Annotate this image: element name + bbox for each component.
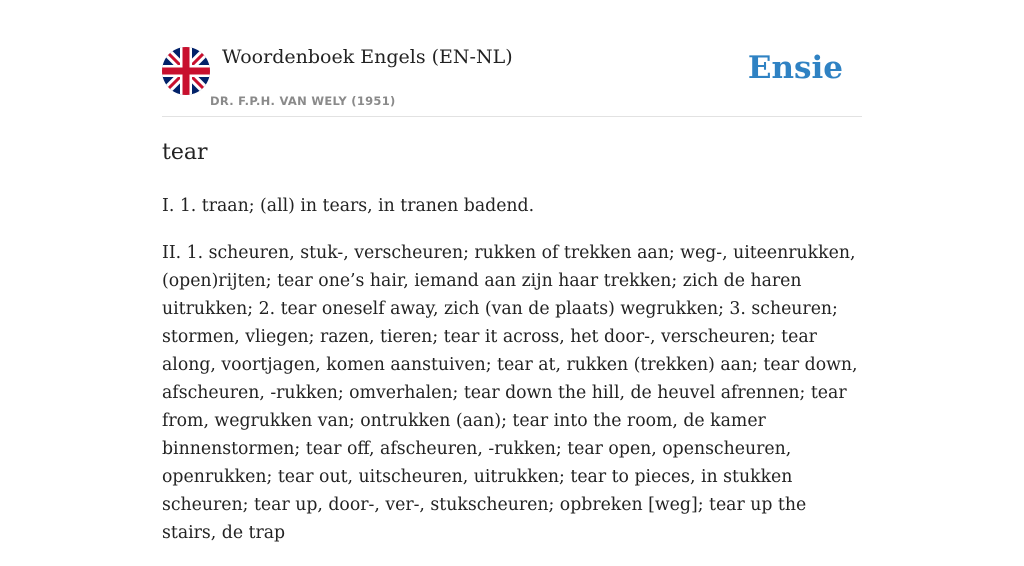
dictionary-header bbox=[162, 44, 862, 117]
definition-paragraph-2: II. 1. scheuren, stuk-, verscheuren; rukken of trekken aan; weg-, uiteenrukken, (open)rijten; tear one’s hair, iemand aan zijn haar trekken; zich de haren uitrukken; 2. tear oneself away, zich (van de plaats) wegrukken; 3. scheuren; stormen, vliegen; razen, tieren; tear it across, het door-, verscheuren; tear along, voortjagen, komen aanstuiven; tear at, rukken (trekken) aan; tear down, afscheuren, -rukken; omverhalen; tear down the hill, de heuvel afrennen; tear from, wegrukken van; ontrukken (aan); tear into the room, de kamer binnenstormen; tear off, afscheuren, -rukken; tear open, openscheuren, openrukken; tear out, uitscheuren, uitrukken; tear to pieces, in stukken scheuren; tear up, door-, ver-, stukscheuren; opbreken [weg]; tear up the stairs, de trap bbox=[162, 243, 858, 543]
dictionary-title[interactable]: Woordenboek Engels (EN-NL) bbox=[222, 46, 513, 68]
entry-content bbox=[162, 192, 862, 566]
dictionary-author: DR. F.P.H. VAN WELY (1951) bbox=[210, 94, 396, 108]
definition-paragraph-1: I. 1. traan; (all) in tears, in tranen badend. bbox=[162, 196, 535, 216]
uk-flag-icon bbox=[162, 47, 210, 95]
entry-headword: tear bbox=[162, 140, 208, 165]
ensie-logo-link[interactable]: Ensie bbox=[747, 50, 843, 86]
